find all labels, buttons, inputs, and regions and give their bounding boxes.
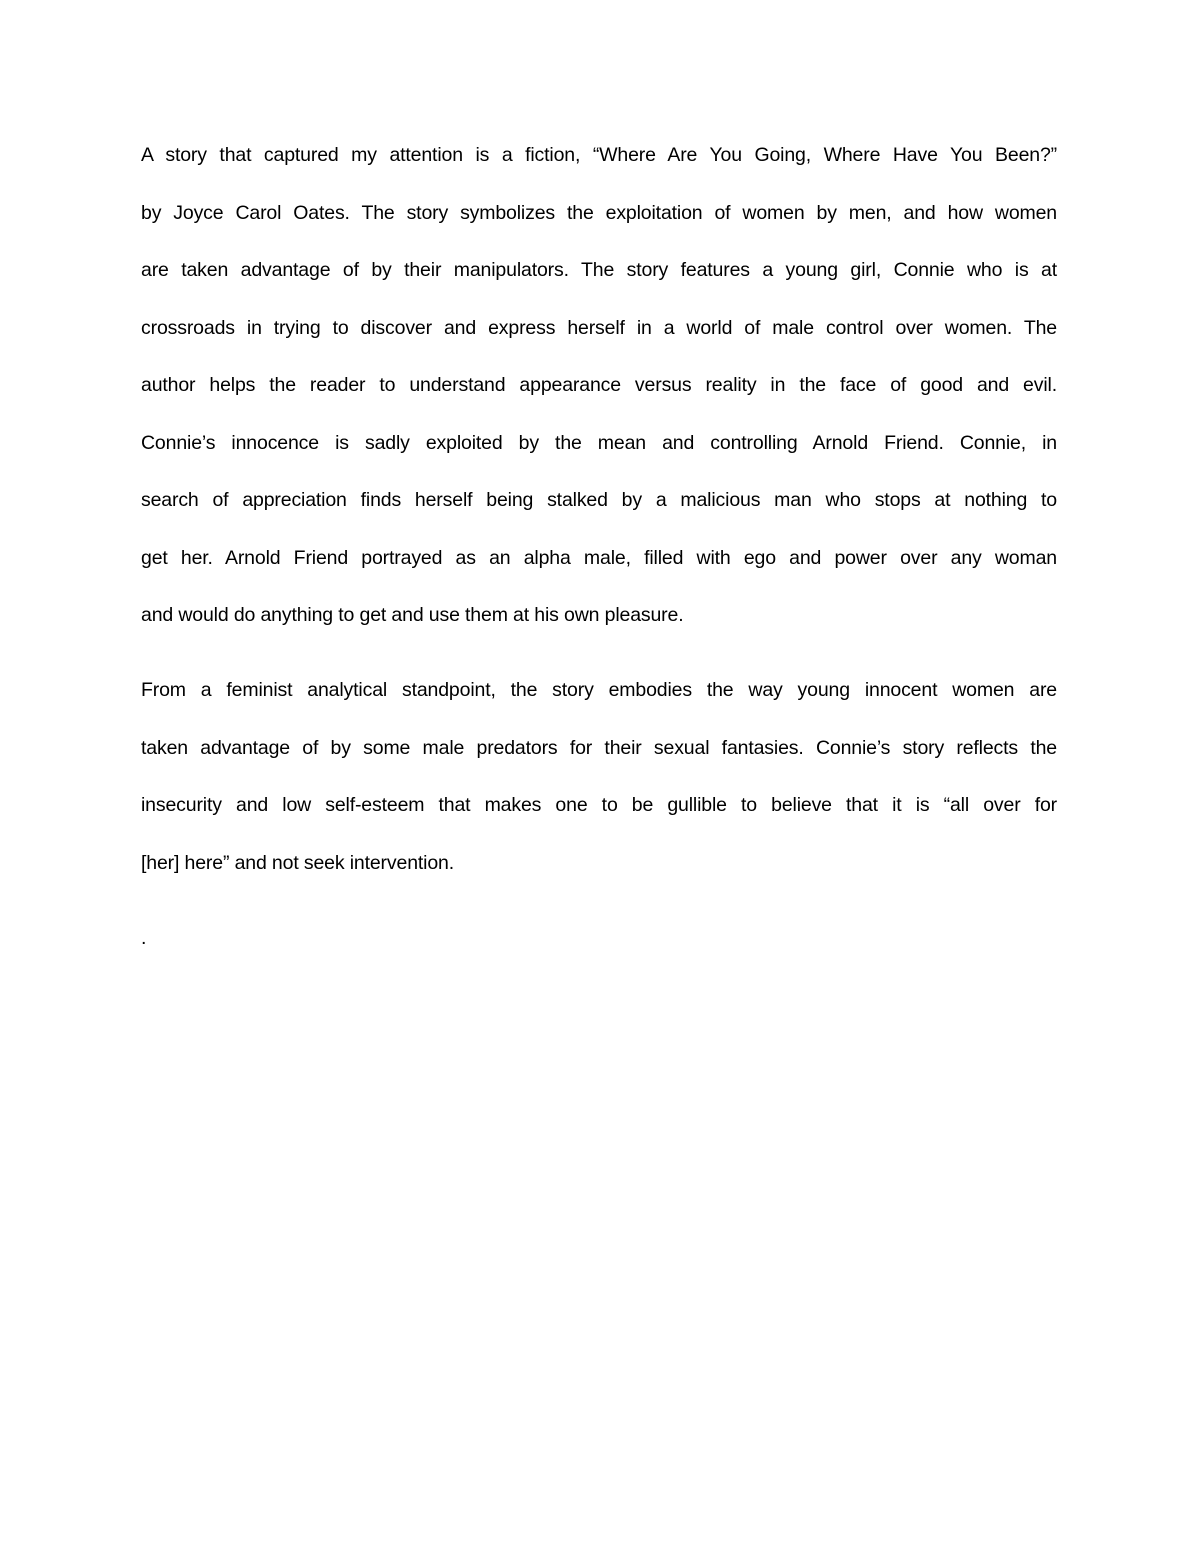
paragraph-line: author helps the reader to understand appearance versus reality in the face of good and evil. — [141, 374, 1057, 396]
paragraph-line: taken advantage of by some male predators for their sexual fantasies. Connie’s story reflects the — [141, 736, 1057, 759]
paragraph-line: From a feminist analytical standpoint, the story embodies the way young innocent women are — [141, 679, 1057, 701]
paragraph-line: . — [141, 927, 147, 949]
paragraph-line: insecurity and low self-esteem that makes one to be gullible to believe that it is “all over for — [141, 794, 1057, 816]
paragraph-line: get her. Arnold Friend portrayed as an alpha male, filled with ego and power over any woman — [141, 546, 1057, 569]
paragraph-line: by Joyce Carol Oates. The story symbolizes the exploitation of women by men, and how women — [141, 201, 1057, 224]
paragraph-1 — [141, 127, 1057, 645]
paragraph-line: search of appreciation finds herself being stalked by a malicious man who stops at nothing to — [141, 489, 1057, 511]
paragraph-line: [her] here” and not seek intervention. — [141, 851, 454, 874]
paragraph-2 — [141, 662, 1057, 892]
paragraph-line: and would do anything to get and use them at his own pleasure. — [141, 604, 684, 626]
paragraph-line: are taken advantage of by their manipulators. The story features a young girl, Connie who is at — [141, 259, 1057, 281]
paragraph-line: Connie’s innocence is sadly exploited by the mean and controlling Arnold Friend. Connie, in — [141, 431, 1057, 454]
paragraph-3 — [141, 910, 1057, 968]
paragraph-line: A story that captured my attention is a fiction, “Where Are You Going, Where Have You Been?” — [141, 144, 1057, 166]
paragraph-line: crossroads in trying to discover and express herself in a world of male control over women. The — [141, 316, 1057, 339]
